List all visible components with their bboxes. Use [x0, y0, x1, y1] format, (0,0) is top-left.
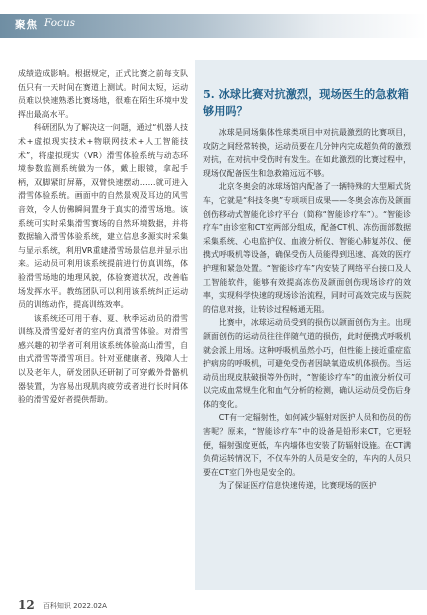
left-paragraph-2: 科研团队为了解决这一问题，通过“机器人技术+虚拟现实技术+物联网技术+人工智能技术”，将虚拟现实（VR）滑雪体验系统与动态环境参数监测系统做为一体，戴上眼镜，拿起手柄，双脚紧盯屏幕，双臂快速摆动……就可进入滑雪体验系统。画面中的自然景观及耳边的风雪音效，令人仿佛瞬间置身于真实的滑雪场地。该系统可实时采集滑雪赛场的自然环境数据，并将数据输入滑雪体验系统，建立信息多源实时采集与显示系统，利用VR重建滑雪场景信息并显示出来。运动员可利用该系统提前进行仿真训练，体验滑雪场地的地理风貌，体验赛道状况，改善临场发挥水平。教练团队可以利用该系统纠正运动员的训练动作，提高训练效率。	[18, 123, 188, 310]
page-number: 12	[18, 598, 35, 612]
left-column	[18, 67, 188, 407]
section-title: 5. 冰球比赛对抗激烈，现场医生的急救箱够用吗？	[203, 87, 409, 118]
journal-name: 百科知识 2022.02A	[42, 602, 107, 610]
section-tag: 聚焦	[15, 19, 38, 31]
left-paragraph-1: 成绩造成影响。根据规定，正式比赛之前每支队伍只有一天时间在赛道上测试。时间太短，运动员难以快速熟悉比赛场地，很难在陌生环境中发挥出最高水平。	[18, 69, 188, 119]
section-paragraph-2: 北京冬奥会的冰球场馆内配备了一辆特殊的大型厢式货车，它就是“科技冬奥”专项项目成果——冬奥会冻伤及颌面创伤移动式智能化诊疗平台（简称“智能诊疗车”）。“智能诊疗车”由诊室和CT室两部分组成，配备CT机、冻伤面部数据采集系统、心电监护仪、血液分析仪、智能心肺复苏仪、便携式呼吸机等设备，确保受伤人员能得到迅速、高效的医疗护理和紧急处置。“智能诊疗车”内安装了网络平台接口及人工智能软件，能够有效提高冻伤及颌面创伤现场诊疗的效率，实现科学快速的现场诊治流程，同时可高效完成与医院的信息对接，让转诊过程畅通无阻。	[203, 182, 411, 314]
section-tag-english: Focus	[44, 17, 76, 29]
section-paragraph-5: 为了保证医疗信息快速传递，比赛现场的医护	[218, 481, 377, 491]
page-footer	[18, 598, 107, 612]
page-header	[0, 0, 427, 44]
section-paragraph-4: CT有一定辐射性，如何减少辐射对医护人员和伤员的伤害呢？原来，“智能诊疗车”中的设备是铅形来CT，它更轻便，辐射强度更低，车内墙体也安装了防辐射设施。在CT满负荷运转情况下，不仅车外的人员是安全的，车内的人员只要在CT室门外也是安全的。	[203, 413, 411, 477]
right-column	[203, 86, 411, 493]
left-paragraph-3: 该系统还可用于春、夏、秋季运动员的滑雪训练及滑雪爱好者的室内仿真滑雪体验。对滑雪感兴趣的初学者可利用该系统体验高山滑雪，自由式滑雪等滑雪项目。针对亚健康者、残障人士以及老年人，研发团队还研制了可穿戴外骨骼机器装置，为容易出现肌肉疲劳或者进行长时间体验的滑雪爱好者提供帮助。	[18, 313, 188, 405]
section-paragraph-3: 比赛中，冰球运动员受到的损伤以颌面创伤为主。出现颌面创伤的运动员往往伴随气道的损伤，此时便携式呼吸机就会派上用场。这种呼吸机虽然小巧，但性能上接近重症监护病房的呼吸机，可避免受伤者因缺氧造成机体损伤。当运动员出现皮肤破损等外伤时，“智能诊疗车”的血液分析仪可以完成血常规生化和血气分析的检测，确认运动员受伤后身体的变化。	[203, 318, 411, 409]
section-paragraph-1: 冰球是同场集体性球类项目中对抗最激烈的比赛项目，攻防之间经常转换，运动员要在几分钟内完成超负荷的激烈对抗，在对抗中受伤时有发生。在如此激烈的比赛过程中，现场仅配备医生和急救箱远远不够。	[203, 128, 411, 178]
